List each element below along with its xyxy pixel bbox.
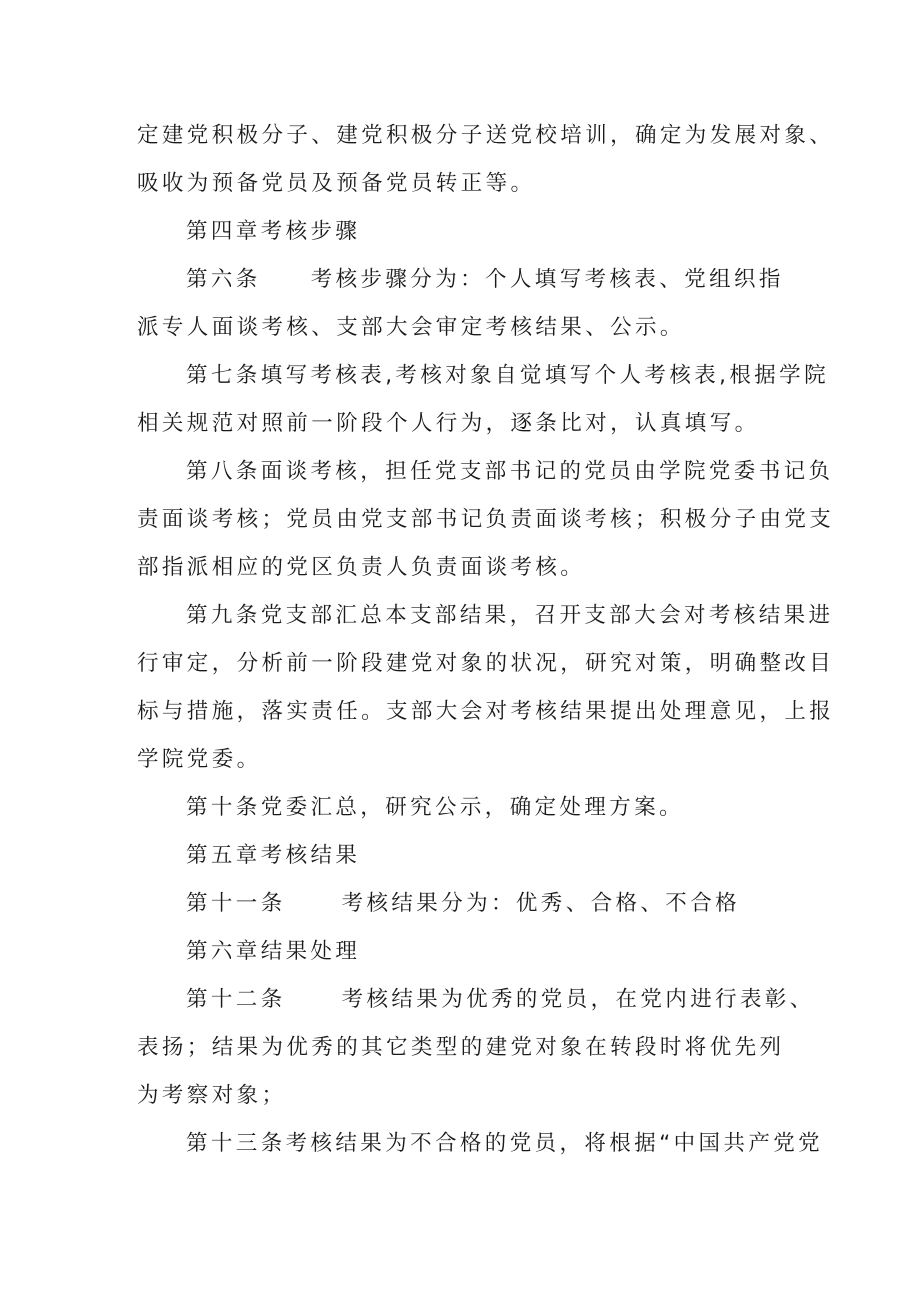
paragraph-line: 派专人面谈考核、支部大会审定考核结果、公示。 <box>137 315 685 340</box>
chapter-heading: 第六章结果处理 <box>186 939 361 964</box>
paragraph-line: 标与措施，落实责任。支部大会对考核结果提出处理意见，上报 <box>137 699 835 724</box>
article-number: 第六条 <box>186 267 261 292</box>
article-line <box>186 985 815 1015</box>
paragraph-line: 相关规范对照前一阶段个人行为，逐条比对，认真填写。 <box>137 411 760 436</box>
paragraph-line: 第九条党支部汇总本支部结果，召开支部大会对考核结果进 <box>186 603 834 628</box>
paragraph-line: 第七条填写考核表,考核对象自觉填写个人考核表,根据学院 <box>186 363 829 388</box>
article-text: 考核步骤分为：个人填写考核表、党组织指 <box>310 267 784 292</box>
paragraph-line: 为考察对象； <box>137 1083 287 1108</box>
article-line <box>186 889 740 919</box>
chapter-heading: 第五章考核结果 <box>186 843 361 868</box>
paragraph-line: 第十三条考核结果为不合格的党员，将根据“中国共产党党 <box>186 1131 824 1156</box>
paragraph-line: 部指派相应的党区负责人负责面谈考核。 <box>137 555 586 580</box>
paragraph-line: 定建党积极分子、建党积极分子送党校培训，确定为发展对象、 <box>137 123 835 148</box>
paragraph-line: 责面谈考核；党员由党支部书记负责面谈考核；积极分子由党支 <box>137 507 835 532</box>
paragraph-line: 第十条党委汇总，研究公示，确定处理方案。 <box>186 795 685 820</box>
article-text: 考核结果分为：优秀、合格、不合格 <box>341 891 741 916</box>
article-text: 考核结果为优秀的党员，在党内进行表彰、 <box>341 987 815 1012</box>
paragraph-line: 吸收为预备党员及预备党员转正等。 <box>137 171 536 196</box>
article-number: 第十一条 <box>186 891 286 916</box>
chapter-heading: 第四章考核步骤 <box>186 219 361 244</box>
article-line <box>186 265 784 295</box>
paragraph-line: 行审定，分析前一阶段建党对象的状况，研究对策，明确整改目 <box>137 651 835 676</box>
article-number: 第十二条 <box>186 987 286 1012</box>
paragraph-line: 学院党委。 <box>137 747 262 772</box>
paragraph-line: 表扬；结果为优秀的其它类型的建党对象在转段时将优先列 <box>137 1035 785 1060</box>
paragraph-line: 第八条面谈考核，担任党支部书记的党员由学院党委书记负 <box>186 459 834 484</box>
